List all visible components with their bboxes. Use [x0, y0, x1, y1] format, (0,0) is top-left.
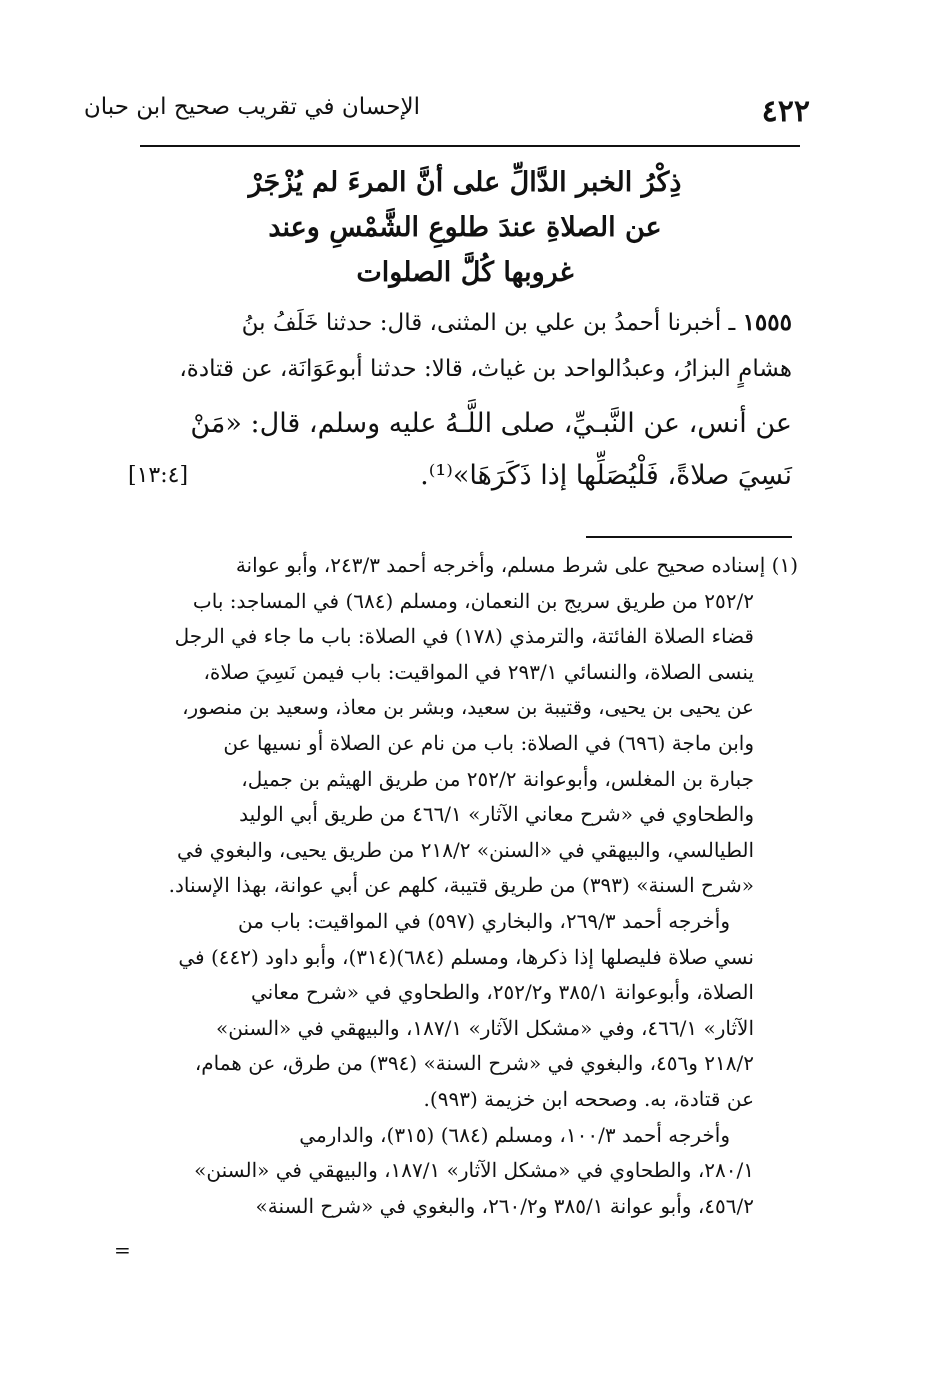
footnote-line-text: إسناده صحيح على شرط مسلم، وأخرجه أحمد ٢٤٣/٣، وأبو عوانة [235, 553, 766, 577]
running-header [83, 88, 810, 132]
footnote-line: قضاء الصلاة الفائتة، والترمذي (١٧٨) في الصلاة: باب ما جاء في الرجل [174, 624, 754, 649]
page-number: ٤٢٢ [761, 94, 810, 129]
footnote-marker: (١) [771, 553, 798, 577]
footnote-line: «شرح السنة» (٣٩٣) من طريق قتيبة، كلهم عن أبي عوانة، بهذا الإسناد. [168, 873, 754, 898]
footnote-line: نسي صلاة فليصلها إذا ذكرها، ومسلم (٦٨٤)(٣١٤)، وأبو داود (٤٤٢) في [178, 944, 754, 969]
footnote-line: جبارة بن المغلس، وأبوعوانة ٢٥٢/٢ من طريق الهيثم بن جميل، [241, 766, 754, 791]
hadith-line-text: ـ أخبرنا أحمدُ بن علي بن المثنى، قال: حدثنا خَلَفُ بنُ [241, 310, 736, 336]
footnote-line: وابن ماجة (٦٩٦) في الصلاة: باب من نام عن الصلاة أو نسيها عن [223, 730, 754, 755]
footnote-rule [586, 536, 792, 538]
chapter-title-line: ذِكْرُ الخبر الدَّالِّ على أنَّ المرءَ لم يُزْجَرْ [248, 167, 682, 198]
running-title: الإحسان في تقريب صحيح ابن حبان [83, 94, 420, 120]
hadith-number: ١٥٥٥ [742, 309, 792, 336]
hadith-matn-line: عن أنس، عن النَّبـيِّ، صلى اللَّـهُ عليه وسلم، قال: «مَنْ [190, 408, 792, 439]
hadith-line [128, 300, 792, 346]
footnote-line: الطيالسي، والبيهقي في «السنن» ٢١٨/٢ من طريق يحيى، والبغوي في [176, 837, 754, 862]
footnote-line: الصلاة، وأبوعوانة ٣٨٥/١ و٢٥٢/٢، والطحاوي في «شرح معاني [250, 980, 754, 1005]
hadith-text [128, 300, 792, 502]
continuation-mark: = [114, 1238, 131, 1262]
hadith-matn-text: نَسِيَ صلاةً، فَلْيُصَلِّها إذا ذَكَرَهَا»⁽¹⁾. [420, 460, 792, 491]
footnote-line: عن قتادة، به. وصححه ابن خزيمة (٩٩٣). [423, 1086, 754, 1111]
footnote-line: ٢١٨/٢ و٤٥٦، والبغوي في «شرح السنة» (٣٩٤) من طرق، عن همام، [194, 1051, 754, 1076]
hadith-line: هشامٍ البزارُ، وعبدُالواحد بن غياث، قالا: حدثنا أبوعَوَانَة، عن قتادة، [179, 356, 792, 382]
footnote-line: ينسى الصلاة، والنسائي ٢٩٣/١ في المواقيت: باب فيمن نَسِيَ صلاة، [203, 659, 754, 684]
footnote-line: وأخرجه أحمد ١٠٠/٣، ومسلم (٦٨٤) (٣١٥)، والدارمي [299, 1122, 730, 1147]
footnote-line: والطحاوي في «شرح معاني الآثار» ٤٦٦/١ من طريق أبي الوليد [239, 802, 754, 827]
footnote-line: ٤٥٦/٢، وأبو عوانة ٣٨٥/١ و٢٦٠/٢، والبغوي في «شرح السنة» [255, 1193, 754, 1218]
chapter-title-line: عن الصلاةِ عندَ طلوعِ الشَّمْسِ وعند [268, 212, 662, 243]
footnote-line: الآثار» ٤٦٦/١، وفي «مشكل الآثار» ١٨٧/١، والبيهقي في «السنن» [216, 1015, 754, 1040]
header-rule [140, 145, 800, 147]
hadith-matn-line [128, 450, 792, 502]
footnotes [118, 548, 798, 1224]
footnote-line: وأخرجه أحمد ٢٦٩/٣، والبخاري (٥٩٧) في المواقيت: باب من [238, 908, 730, 933]
footnote-line: عن يحيى بن يحيى، وقتيبة بن سعيد، وبشر بن معاذ، وسعيد بن منصور، [182, 695, 754, 720]
reference-code: [١٣:٤] [128, 463, 189, 488]
chapter-title [150, 160, 780, 295]
footnote-line: ٢٥٢/٢ من طريق سريج بن النعمان، ومسلم (٦٨٤) في المساجد: باب [192, 588, 754, 613]
chapter-title-line: غروبها كُلَّ الصلوات [356, 257, 574, 288]
footnote-line [118, 548, 798, 584]
footnote-line: ٢٨٠/١، والطحاوي في «مشكل الآثار» ١٨٧/١، والبيهقي في «السنن» [194, 1158, 754, 1183]
